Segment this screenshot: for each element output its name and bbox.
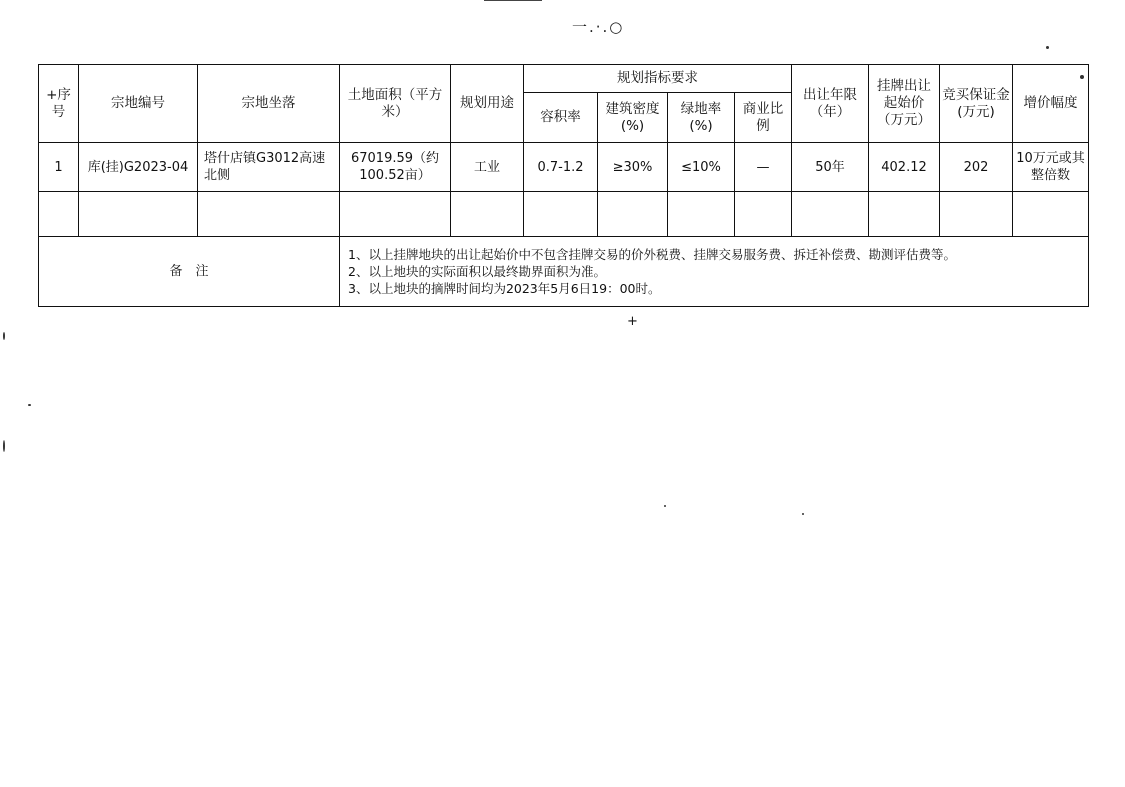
header-term: 出让年限（年） [792,65,869,143]
empty-cell [451,192,524,237]
notes-row [39,237,1089,307]
empty-cell [39,192,79,237]
header-seq: +序号 [39,65,79,143]
scan-speck [1080,75,1084,79]
empty-cell [940,192,1013,237]
header-indicators-group: 规划指标要求 [524,65,792,93]
cell-increment: 10万元或其整倍数 [1013,143,1089,192]
scan-speck [664,505,666,507]
header-parcel-no: 宗地编号 [79,65,198,143]
cell-location: 塔什店镇G3012高速北侧 [198,143,340,192]
header-use: 规划用途 [451,65,524,143]
land-listing-table [38,64,1089,307]
scan-speck [802,513,804,515]
scan-speck [3,332,5,340]
header-density: 建筑密度(%) [598,93,668,143]
cell-far: 0.7-1.2 [524,143,598,192]
cell-seq: 1 [39,143,79,192]
cell-density: ≥30% [598,143,668,192]
table-row-empty [39,192,1089,237]
scan-artifact-line [484,0,542,1]
header-location: 宗地坐落 [198,65,340,143]
empty-cell [668,192,735,237]
note-line-2: 2、以上地块的实际面积以最终勘界面积为准。 [348,264,606,279]
scan-speck [1046,46,1049,49]
empty-cell [340,192,451,237]
scan-speck [3,440,5,452]
cell-green: ≤10% [668,143,735,192]
notes-label: 备 注 [39,237,340,307]
empty-cell [869,192,940,237]
note-line-1: 1、以上挂牌地块的出让起始价中不包含挂牌交易的价外税费、挂牌交易服务费、拆迁补偿费、勘测评估费等。 [348,247,956,262]
notes-content [340,237,1089,307]
table-row [39,143,1089,192]
cell-area: 67019.59（约100.52亩） [340,143,451,192]
empty-cell [198,192,340,237]
cell-parcel-no: 库(挂)G2023-04 [79,143,198,192]
header-far: 容积率 [524,93,598,143]
empty-cell [79,192,198,237]
header-deposit: 竞买保证金(万元) [940,65,1013,143]
header-row-1 [39,65,1089,93]
plus-mark: + [627,314,638,329]
header-commercial: 商业比例 [735,93,792,143]
note-line-3: 3、以上地块的摘牌时间均为2023年5月6日19：00时。 [348,281,661,296]
header-green: 绿地率(%) [668,93,735,143]
cell-deposit: 202 [940,143,1013,192]
cell-term: 50年 [792,143,869,192]
scan-speck [28,404,31,406]
cell-use: 工业 [451,143,524,192]
empty-cell [792,192,869,237]
empty-cell [1013,192,1089,237]
header-start-price: 挂牌出让起始价（万元） [869,65,940,143]
header-increment: 增价幅度 [1013,65,1089,143]
cell-start-price: 402.12 [869,143,940,192]
empty-cell [735,192,792,237]
empty-cell [524,192,598,237]
empty-cell [598,192,668,237]
cell-commercial: — [735,143,792,192]
page-number-mark: 一.·.○ [572,18,625,36]
header-area: 土地面积（平方米） [340,65,451,143]
